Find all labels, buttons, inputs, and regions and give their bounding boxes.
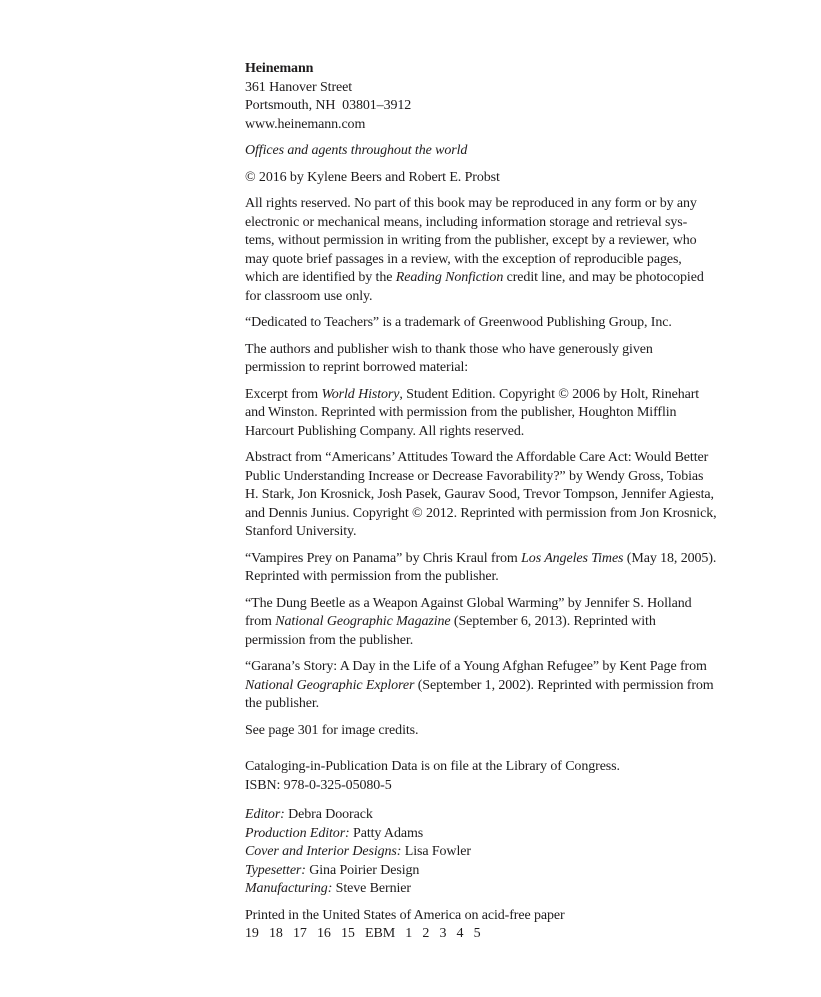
text-segment-italic: National Geographic Magazine <box>275 614 451 629</box>
text-segment: “Dedicated to Teachers” is a trademark of Greenwood Publishing Group, Inc. <box>245 315 672 330</box>
text-segment: permission to reprint borrowed material: <box>245 360 469 375</box>
text-segment: “Garana’s Story: A Day in the Life of a Young Afghan Refugee” by Kent Page from <box>245 659 707 674</box>
text-line <box>245 142 735 161</box>
text-segment: Portsmouth, NH 03801–3912 <box>245 98 412 113</box>
text-line <box>245 632 735 651</box>
text-segment: (May 18, 2005). <box>623 550 717 566</box>
text-segment: ISBN: 978-0-325-05080-5 <box>245 777 392 793</box>
text-line <box>245 658 735 677</box>
text-line <box>245 214 735 233</box>
text-segment: permission from the publisher. <box>245 632 414 648</box>
text-line <box>245 568 735 587</box>
text-segment-italic: Production Editor: <box>245 825 350 841</box>
block-permission-vampires-prey <box>245 550 735 587</box>
text-line <box>245 825 735 844</box>
block-printing-block <box>245 907 735 944</box>
text-segment: Public Understanding Increase or Decrease Favorability?” by Wendy Gross, Tobias <box>245 468 704 484</box>
text-segment: Debra Doorack <box>284 807 373 822</box>
text-line <box>245 523 735 542</box>
text-segment: Printed in the United States of America on acid-free paper <box>245 907 565 923</box>
text-segment: All rights reserved. No part of this book may be reproduced in any form or by any <box>245 196 697 211</box>
text-line <box>245 550 735 569</box>
text-line <box>245 880 735 899</box>
text-line <box>245 505 735 524</box>
text-line <box>245 843 735 862</box>
text-segment-bold: Heinemann <box>245 61 314 76</box>
block-image-credits-note <box>245 722 735 741</box>
text-segment: © 2016 by Kylene Beers and Robert E. Probst <box>245 169 500 185</box>
text-line <box>245 449 735 468</box>
text-line <box>245 862 735 881</box>
text-segment-italic: Editor: <box>245 807 285 822</box>
text-line <box>245 925 735 944</box>
text-segment: www.heinemann.com <box>245 116 366 132</box>
text-line <box>245 314 735 333</box>
text-line <box>245 251 735 270</box>
text-segment: “Vampires Prey on Panama” by Chris Kraul from <box>245 550 522 566</box>
block-permission-garana-story <box>245 658 735 714</box>
text-line <box>245 777 735 796</box>
text-line <box>245 341 735 360</box>
text-segment: Patty Adams <box>349 825 424 841</box>
text-segment-italic: Manufacturing: <box>245 881 333 896</box>
text-segment: Reprinted with permission from the publisher. <box>245 569 499 584</box>
block-permission-world-history <box>245 386 735 442</box>
text-segment-italic: National Geographic Explorer <box>245 677 415 693</box>
text-line <box>245 423 735 442</box>
text-segment: Abstract from “Americans’ Attitudes Toward the Affordable Care Act: Would Better <box>245 450 709 465</box>
text-segment: (September 1, 2002). Reprinted with permission from <box>414 677 714 693</box>
text-segment-italic: Cover and Interior Designs: <box>245 844 402 859</box>
text-segment: tems, without permission in writing from the publisher, except by a reviewer, who <box>245 233 697 248</box>
text-segment: See page 301 for image credits. <box>245 722 419 738</box>
text-segment: 19 18 17 16 15 EBM 1 2 3 4 5 <box>245 926 481 941</box>
text-segment: and Dennis Junius. Copyright © 2012. Reprinted with permission from Jon Krosnick, <box>245 505 717 521</box>
text-segment: Stanford University. <box>245 524 357 539</box>
text-block <box>245 60 735 952</box>
text-segment: electronic or mechanical means, including information storage and retrieval sys- <box>245 214 688 230</box>
text-segment: Steve Bernier <box>332 881 411 896</box>
text-segment: may quote brief passages in a review, with the exception of reproducible pages, <box>245 251 682 267</box>
text-line <box>245 79 735 98</box>
text-segment: 361 Hanover Street <box>245 79 353 95</box>
block-permission-dung-beetle <box>245 595 735 651</box>
text-segment-italic: Offices and agents throughout the world <box>245 143 468 158</box>
block-acknowledgment-intro <box>245 341 735 378</box>
text-segment: The authors and publisher wish to thank those who have generously given <box>245 341 653 357</box>
text-line <box>245 806 735 825</box>
text-segment-italic: Los Angeles Times <box>521 550 624 566</box>
block-credits-block <box>245 806 735 899</box>
text-segment: Lisa Fowler <box>401 844 471 859</box>
text-line <box>245 486 735 505</box>
text-line <box>245 695 735 714</box>
text-line <box>245 97 735 116</box>
block-publisher-address <box>245 60 735 134</box>
text-segment: and Winston. Reprinted with permission from the publisher, Houghton Mifflin <box>245 405 677 420</box>
text-segment: Cataloging-in-Publication Data is on file at the Library of Congress. <box>245 759 620 774</box>
text-segment: (September 6, 2013). Reprinted with <box>450 614 656 629</box>
text-line <box>245 595 735 614</box>
text-segment: for classroom use only. <box>245 288 373 304</box>
block-offices-note <box>245 142 735 161</box>
text-line <box>245 613 735 632</box>
text-line <box>245 359 735 378</box>
block-copyright-line <box>245 169 735 188</box>
text-segment: the publisher. <box>245 696 320 711</box>
block-permission-americans-attitudes <box>245 449 735 542</box>
text-line <box>245 232 735 251</box>
text-line <box>245 116 735 135</box>
text-line <box>245 269 735 288</box>
block-rights-paragraph <box>245 195 735 306</box>
block-trademark-line <box>245 314 735 333</box>
text-segment: Gina Poirier Design <box>305 862 420 878</box>
block-isbn-block <box>245 758 735 795</box>
text-line <box>245 195 735 214</box>
text-line <box>245 404 735 423</box>
text-line <box>245 386 735 405</box>
text-line <box>245 468 735 487</box>
text-line <box>245 722 735 741</box>
text-line <box>245 288 735 307</box>
text-segment-italic: World History <box>321 386 400 402</box>
text-segment: credit line, and may be photocopied <box>503 270 704 285</box>
text-segment-italic: Reading Nonfiction <box>395 270 504 285</box>
text-segment: , Student Edition. Copyright © 2006 by Holt, Rinehart <box>399 386 700 402</box>
text-segment: Excerpt from <box>245 386 322 402</box>
text-line <box>245 758 735 777</box>
text-segment: H. Stark, Jon Krosnick, Josh Pasek, Gaurav Sood, Trevor Tompson, Jennifer Agiesta, <box>245 487 714 502</box>
text-segment: “The Dung Beetle as a Weapon Against Global Warming” by Jennifer S. Holland <box>245 595 692 611</box>
text-segment: which are identified by the <box>245 270 396 285</box>
text-line <box>245 169 735 188</box>
text-segment: from <box>245 614 276 629</box>
text-segment-italic: Typesetter: <box>245 862 306 878</box>
text-segment: Harcourt Publishing Company. All rights reserved. <box>245 423 525 439</box>
text-line <box>245 60 735 79</box>
text-line <box>245 677 735 696</box>
text-line <box>245 907 735 926</box>
